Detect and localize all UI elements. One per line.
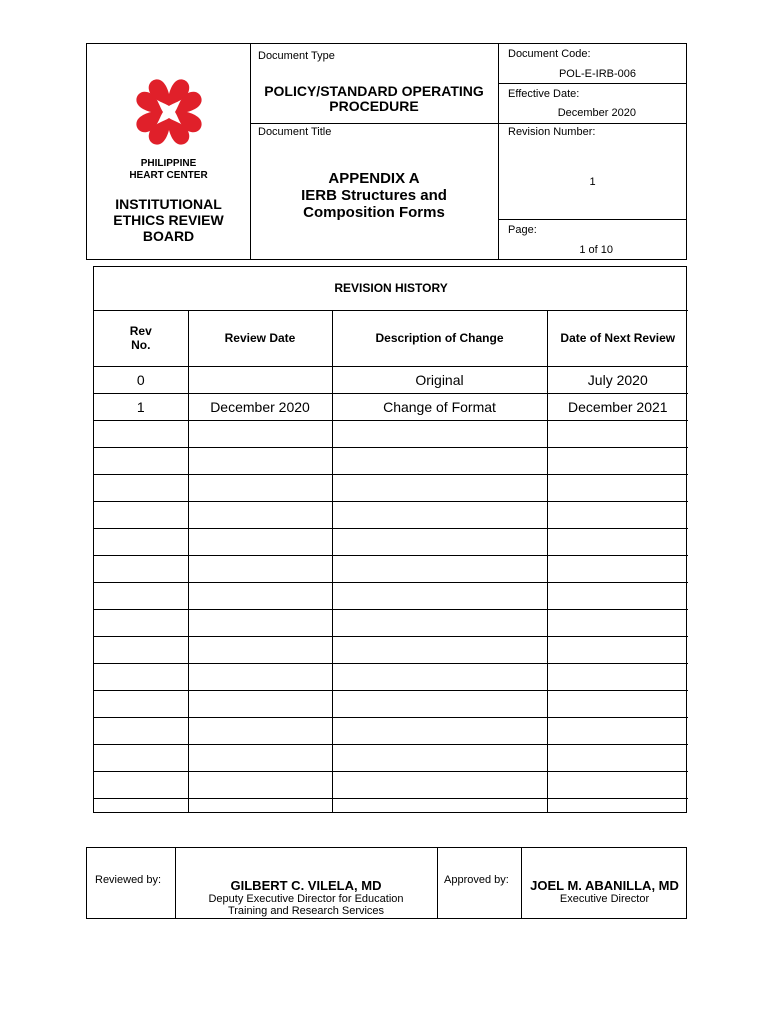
- table-row-empty: [94, 555, 688, 582]
- heart-clover-logo-icon: [133, 76, 205, 148]
- signature-block: [86, 847, 687, 919]
- reviewer-title: Deputy Executive Director for Education Training and Research Services: [208, 893, 404, 917]
- document-code-label: Document Code:: [508, 48, 591, 60]
- table-row-empty: [94, 501, 688, 528]
- document-type-label: Document Type: [258, 50, 335, 62]
- table-row-empty: [94, 798, 688, 812]
- header-line: [498, 83, 687, 84]
- table-row-empty: [94, 663, 688, 690]
- header-line: [250, 123, 687, 124]
- approved-by-label: Approved by:: [444, 874, 509, 886]
- table-row-empty: [94, 447, 688, 474]
- effective-date-label: Effective Date:: [508, 88, 580, 100]
- reviewer-name: GILBERT C. VILELA, MD: [230, 878, 382, 893]
- approver-name: JOEL M. ABANILLA, MD: [530, 878, 679, 893]
- table-row-empty: [94, 582, 688, 609]
- revision-number-label: Revision Number:: [508, 126, 596, 138]
- table-row-empty: [94, 771, 688, 798]
- page-value: 1 of 10: [579, 244, 613, 256]
- table-row: [94, 393, 688, 420]
- revision-history-table: [93, 266, 687, 813]
- table-row-empty: [94, 717, 688, 744]
- table-row-empty: [94, 636, 688, 663]
- header-divider-left: [250, 44, 251, 259]
- column-header-description: Description of Change: [332, 310, 547, 366]
- reviewer: [175, 878, 437, 917]
- approver-title: Executive Director: [559, 893, 650, 905]
- cell-description: Original: [332, 366, 547, 393]
- table-row-empty: [94, 474, 688, 501]
- approver: [521, 878, 688, 905]
- table-row-empty: [94, 528, 688, 555]
- cell-next-review: December 2021: [547, 393, 688, 420]
- cell-review-date: [188, 366, 332, 393]
- organization-name: PHILIPPINE HEART CENTER: [129, 158, 208, 181]
- document-type-value: POLICY/STANDARD OPERATING PROCEDURE: [264, 83, 484, 114]
- document-title-label: Document Title: [258, 126, 332, 138]
- table-row-empty: [94, 690, 688, 717]
- table-row-empty: [94, 609, 688, 636]
- cell-rev: 0: [94, 366, 188, 393]
- table-row-empty: [94, 744, 688, 771]
- effective-date-value: December 2020: [557, 107, 636, 119]
- document-header: [86, 43, 687, 260]
- document-code-value: POL-E-IRB-006: [558, 68, 636, 80]
- sig-divider: [437, 848, 438, 918]
- cell-description: Change of Format: [332, 393, 547, 420]
- document-title-value: APPENDIX A IERB Structures and Composition Forms: [301, 170, 447, 221]
- column-header-rev-no: Rev No.: [94, 310, 188, 366]
- cell-review-date: December 2020: [188, 393, 332, 420]
- revision-number-value: 1: [589, 176, 596, 188]
- revision-history-title: REVISION HISTORY: [94, 267, 688, 310]
- reviewed-by-label: Reviewed by:: [95, 874, 162, 886]
- cell-next-review: July 2020: [547, 366, 688, 393]
- board-name: INSTITUTIONAL ETHICS REVIEW BOARD: [113, 196, 224, 244]
- column-header-next-review: Date of Next Review: [547, 310, 688, 366]
- header-line: [498, 219, 687, 220]
- cell-rev: 1: [94, 393, 188, 420]
- page-label: Page:: [508, 224, 537, 236]
- table-row: [94, 366, 688, 393]
- table-row-empty: [94, 420, 688, 447]
- column-header-review-date: Review Date: [188, 310, 332, 366]
